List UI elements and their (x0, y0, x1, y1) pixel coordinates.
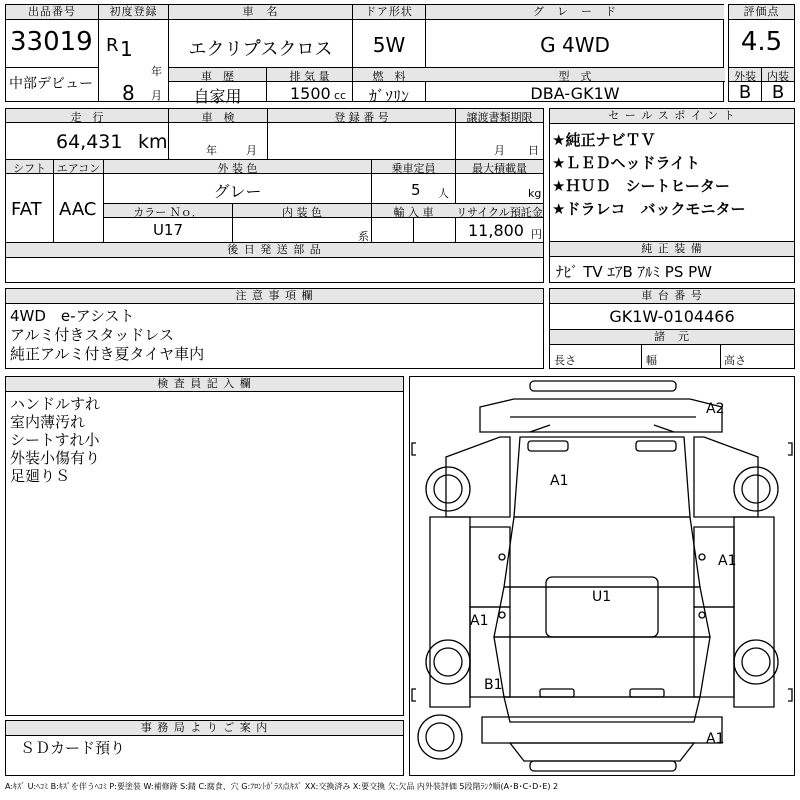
chassis-header: 車 台 番 号 (550, 289, 794, 304)
note-line-1: 4WD e-アシスト (10, 307, 135, 325)
sales-header: セ ー ル ス ポ イ ン ト (550, 109, 794, 124)
ac-value: AAC (59, 199, 97, 220)
office-header: 事 務 局 よ り ご 案 内 (6, 721, 403, 736)
history-value: 自家用 (193, 87, 242, 106)
inspection-header: 車 検 (201, 111, 235, 124)
color-value: グレー (213, 182, 262, 201)
top-info-panel (5, 4, 724, 106)
car-diagram-panel (409, 376, 795, 776)
damage-mark-left-rear-door: A1 (470, 613, 489, 629)
displacement-header: 排 気 量 (289, 70, 330, 83)
transfer-day-label: 日 (528, 144, 539, 157)
footer-legend: A:ｷｽﾞ U:ﾍｺﾐ B:ｷｽﾞを伴うﾍｺﾐ P:要塗装 W:補修跡 S:錆 C:腐食、穴 G:ﾌﾛﾝﾄｶﾞﾗｽ点ｷｽﾞ XX:交換済み X:要交換 欠:欠品 内外装評価 5段階ﾗﾝｸ順(A･B･C･D･E) 2 (5, 782, 559, 791)
sales-points-panel (549, 108, 795, 243)
transfer-header: 譲渡書類期限 (466, 111, 533, 124)
color-header: 外 装 色 (217, 162, 258, 175)
reg-year-unit: 年 (151, 65, 162, 78)
lot-number: 33019 (10, 27, 93, 57)
transfer-month-label: 月 (494, 144, 505, 157)
note-line-2: アルミ付きスタッドレス (10, 326, 174, 344)
grade-value: G 4WD (540, 33, 610, 57)
shift-value: FAT (11, 199, 42, 220)
capacity-unit: 人 (438, 187, 449, 200)
inspector-note-2: 室内薄汚れ (10, 413, 86, 431)
inspector-note-4: 外装小傷有り (10, 449, 101, 467)
recycle-value: 11,800 (468, 221, 524, 240)
int-grade: B (771, 82, 785, 103)
color-no-value: U17 (152, 221, 184, 239)
genuine-equipment-panel (549, 241, 795, 283)
model-code-value: DBA-GK1W (530, 84, 620, 103)
damage-mark-rear-bumper: A1 (706, 731, 725, 747)
era-label: R (106, 35, 119, 56)
damage-mark-roof: U1 (592, 589, 612, 605)
damage-mark-front-right: A2 (706, 401, 725, 417)
history-header: 車 歴 (201, 70, 234, 83)
score-value: 4.5 (740, 27, 783, 57)
damage-mark-left-rear: B1 (484, 677, 503, 693)
mileage-value: 64,431 (56, 131, 123, 153)
venue-label: 中部デビュー (9, 76, 93, 92)
sales-point-4: ★ドラレコ バックモニター (552, 200, 746, 218)
capacity-header: 乗車定員 (391, 162, 436, 175)
ext-grade: B (738, 82, 752, 103)
later-parts-header: 後 日 発 送 部 品 (6, 243, 543, 258)
door-header: ドア形状 (353, 5, 425, 20)
recycle-header: リサイクル預託金 (456, 206, 543, 219)
damage-mark-right-door: A1 (718, 553, 737, 569)
sales-point-1: ★純正ナビＴＶ (552, 131, 656, 149)
insp-month-label: 月 (246, 144, 257, 157)
chassis-panel (549, 288, 795, 369)
recycle-unit: 円 (531, 228, 542, 241)
damage-mark-hood: A1 (550, 473, 569, 489)
int-color-header: 内 装 色 (282, 206, 322, 219)
reg-no-header: 登 録 番 号 (334, 111, 389, 124)
inspector-header: 検 査 員 記 入 欄 (6, 377, 403, 392)
car-name-header: 車 名 (169, 5, 352, 20)
displacement-value: 1500 (290, 84, 331, 103)
spec-height-label: 高さ (724, 354, 746, 367)
import-header: 輸 入 車 (393, 206, 434, 219)
color-no-header: カラー Ｎｏ． (133, 206, 203, 219)
grade-header: グ レ ー ド (426, 5, 724, 20)
displacement-unit: cc (334, 89, 347, 102)
model-code-header: 型 式 (558, 70, 592, 83)
sales-point-2: ★ＬＥＤヘッドライト (552, 154, 700, 172)
office-panel (5, 720, 404, 776)
inspector-panel (5, 376, 404, 716)
fuel-header: 燃 料 (372, 70, 406, 83)
genuine-equipment-value: ﾅﾋﾞ TV ｴｱB ｱﾙﾐ PS PW (556, 263, 712, 281)
ext-header: 外装 (734, 70, 756, 83)
notes-header: 注 意 事 項 欄 (6, 289, 543, 304)
lot-header: 出品番号 (6, 5, 98, 20)
score-panel (728, 4, 795, 102)
int-header: 内装 (767, 70, 789, 83)
reg-month: 8 (122, 81, 135, 105)
genuine-header: 純 正 装 備 (550, 242, 794, 257)
sales-point-3: ★ＨＵＤ シートヒーター (552, 177, 730, 195)
inspector-note-3: シートすれ小 (10, 431, 100, 449)
reg-month-unit: 月 (151, 89, 162, 102)
mileage-header: 走 行 (70, 111, 104, 124)
note-line-3: 純正アルミ付き夏タイヤ車内 (10, 345, 205, 363)
mileage-unit: km (138, 131, 168, 153)
inspector-note-1: ハンドルすれ (10, 395, 101, 413)
inspector-note-5: 足廻りＳ (10, 467, 71, 485)
capacity-value: 5 (411, 181, 421, 199)
spec-length-label: 長さ (554, 354, 576, 367)
notes-panel (5, 288, 544, 369)
chassis-number: GK1W-0104466 (609, 307, 735, 326)
first-reg-header: 初度登録 (99, 5, 168, 20)
fuel-value: ｶﾞｿﾘﾝ (368, 87, 409, 106)
door-type: 5W (372, 33, 406, 57)
max-load-header: 最大積載量 (472, 162, 527, 175)
score-header: 評価点 (729, 5, 794, 20)
office-note: ＳＤカード預り (20, 739, 126, 757)
load-unit: kg (528, 187, 542, 200)
specs-header: 諸 元 (550, 330, 794, 345)
reg-year: 1 (120, 37, 133, 61)
details-panel (5, 108, 544, 283)
shift-header: シフト (13, 162, 46, 175)
car-name: エクリプ゚スクロス (188, 39, 333, 60)
int-color-suffix: 系 (358, 230, 369, 243)
spec-width-label: 幅 (646, 354, 657, 367)
car-outline-diagram (410, 377, 794, 775)
insp-year-label: 年 (206, 144, 217, 157)
ac-header: エアコン (56, 162, 101, 175)
